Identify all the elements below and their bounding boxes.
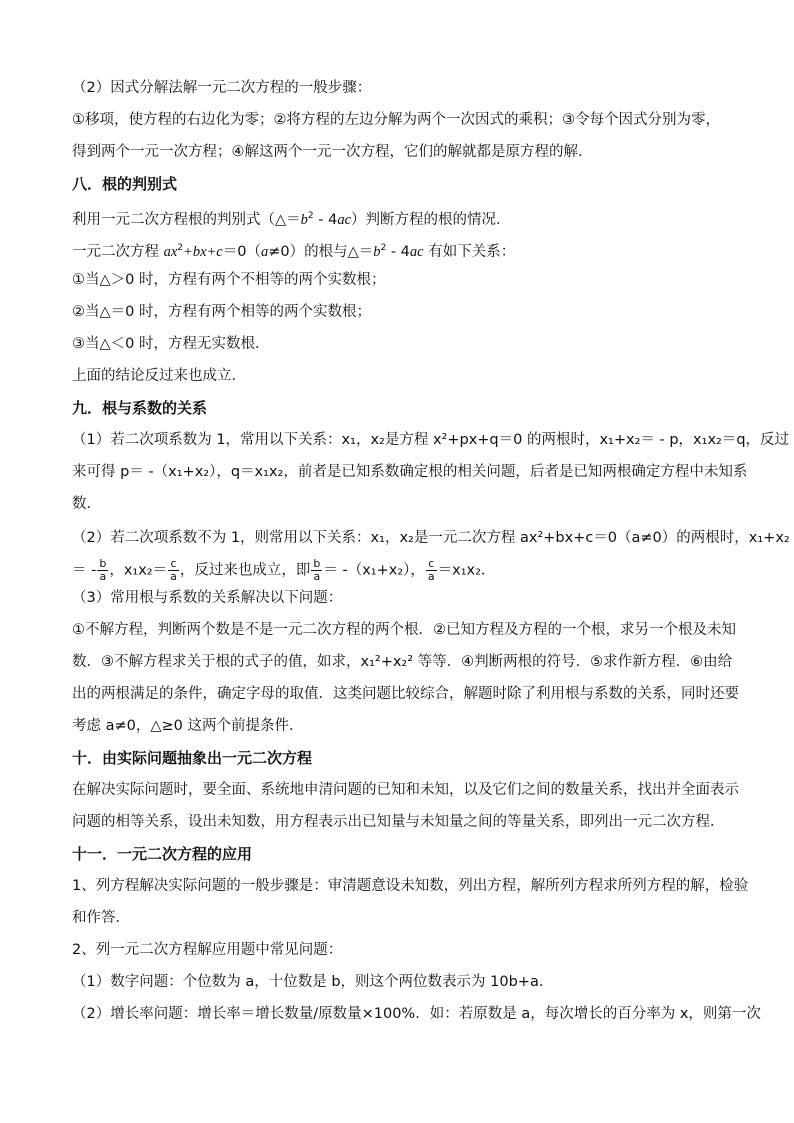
text: ＝x₁x₂． bbox=[437, 562, 496, 579]
vieta-1-line-3: 数． bbox=[72, 496, 101, 512]
denominator: a bbox=[427, 570, 435, 583]
text: ，反过来也成立，即 bbox=[179, 562, 311, 579]
section-8-heading: 八．根的判别式 bbox=[72, 175, 178, 193]
converse-note: 上面的结论反过来也成立． bbox=[72, 368, 246, 384]
fraction-c-over-a-2 bbox=[426, 558, 437, 583]
vieta-1-line-2: 来可得 p＝ -（x₁+x₂），q＝x₁x₂，前者是已知系数确定根的相关问题，后者是已知两根确定方程中未知系 bbox=[72, 464, 748, 480]
factor-steps-line-1: ①移项，使方程的右边化为零；②将方程的左边分解为两个一次因式的乘积；③令每个因式分别为零， bbox=[72, 112, 720, 128]
case-negative: ③当△＜0 时，方程无实数根． bbox=[72, 336, 270, 352]
sup: 2 bbox=[177, 243, 184, 253]
vieta-3-title: （3）常用根与系数的关系解决以下问题： bbox=[72, 590, 343, 606]
section-11-p1-line-1: 1、列方程解决实际问题的一般步骤是：审清题意设未知数，列出方程，解所列方程求所列方程的解，检验 bbox=[72, 878, 749, 894]
var: b bbox=[373, 243, 381, 260]
section-11-p3: （1）数字问题：个位数为 a，十位数是 b，则这个两位数表示为 10b+a． bbox=[72, 974, 554, 990]
vieta-3-line-1: ①不解方程，判断两个数是不是一元二次方程的两个根．②已知方程及方程的一个根，求另一个根及未知 bbox=[72, 622, 736, 638]
discriminant-relation bbox=[72, 238, 732, 262]
text: ）判断方程的根的情况． bbox=[351, 211, 511, 228]
var: +bx+c bbox=[183, 243, 223, 260]
var: ac bbox=[409, 243, 424, 260]
section-10-line-2: 问题的相等关系，设出未知数，用方程表示出已知量与未知量之间的等量关系，即列出一元二次方程． bbox=[72, 814, 725, 830]
vieta-3-line-2: 数．③不解方程求关于根的式子的值，如求，x₁²+x₂² 等等．④判断两根的符号．⑤求作新方程．⑥由给 bbox=[72, 654, 733, 670]
numerator: c bbox=[426, 558, 437, 571]
fraction-b-over-a-2 bbox=[311, 558, 322, 583]
text: 利用一元二次方程根的判别式（△＝ bbox=[72, 211, 301, 228]
text: ＝0（ bbox=[222, 243, 261, 260]
var: a bbox=[260, 243, 269, 260]
numerator: c bbox=[168, 558, 179, 571]
vieta-3-line-3: 出的两根满足的条件，确定字母的取值．这类问题比较综合，解题时除了利用根与系数的关系，同时还要 bbox=[72, 686, 739, 702]
text: 有如下关系： bbox=[423, 243, 516, 260]
sup: 2 bbox=[380, 243, 387, 253]
section-11-heading: 十一．一元二次方程的应用 bbox=[72, 845, 253, 863]
section-10-heading: 十．由实际问题抽象出一元二次方程 bbox=[72, 749, 313, 767]
text: 一元二次方程 bbox=[72, 243, 164, 260]
vieta-2-line-2 bbox=[72, 558, 732, 583]
section-11-p1-line-2: 和作答． bbox=[72, 910, 130, 926]
denominator: a bbox=[313, 570, 321, 583]
text: - 4 bbox=[386, 243, 410, 260]
text: ≠0）的根与△＝ bbox=[268, 243, 374, 260]
numerator: b bbox=[313, 557, 321, 570]
section-11-p2: 2、列一元二次方程解应用题中常见问题： bbox=[72, 942, 343, 958]
text: ，x₁x₂＝ bbox=[109, 562, 168, 579]
case-zero: ②当△＝0 时，方程有两个相等的两个实数根； bbox=[72, 304, 371, 320]
section-10-line-1: 在解决实际问题时，要全面、系统地申清问题的已知和未知，以及它们之间的数量关系，找出并全面表示 bbox=[72, 782, 739, 798]
sup: 2 bbox=[307, 211, 314, 221]
vieta-2-line-1: （2）若二次项系数不为 1，则常用以下关系：x₁，x₂是一元二次方程 ax²+bx+c＝0（a≠0）的两根时，x₁+x₂ bbox=[72, 530, 790, 546]
denominator: a bbox=[170, 570, 177, 583]
denominator: a bbox=[99, 570, 107, 583]
fraction-c-over-a bbox=[168, 558, 179, 583]
var: b bbox=[300, 211, 308, 228]
case-positive: ①当△＞0 时，方程有两个不相等的两个实数根； bbox=[72, 272, 386, 288]
text: - 4 bbox=[313, 211, 338, 228]
var: ax bbox=[163, 243, 178, 260]
text: ＝ - bbox=[72, 562, 97, 579]
section-11-p4: （2）增长率问题：增长率＝增长数量/原数量×100%．如：若原数是 a，每次增长的百分率为 x，则第一次 bbox=[72, 1006, 761, 1022]
text: ＝ -（x₁+x₂）， bbox=[323, 562, 425, 579]
section-9-heading: 九．根与系数的关系 bbox=[72, 399, 208, 417]
var: ac bbox=[337, 211, 352, 228]
fraction-b-over-a bbox=[97, 558, 108, 583]
vieta-3-line-4: 考虑 a≠0，△≥0 这两个前提条件． bbox=[72, 718, 304, 734]
numerator: b bbox=[99, 557, 107, 570]
vieta-1-line-1: （1）若二次项系数为 1，常用以下关系：x₁，x₂是方程 x²+px+q＝0 的两根时，x₁+x₂＝ - p，x₁x₂＝q，反过 bbox=[72, 432, 790, 448]
discriminant-intro bbox=[72, 206, 732, 230]
factor-steps-line-2: 得到两个一元一次方程；④解这两个一元一次方程，它们的解就都是原方程的解． bbox=[72, 144, 593, 160]
factor-method-title: （2）因式分解法解一元二次方程的一般步骤： bbox=[72, 80, 372, 96]
